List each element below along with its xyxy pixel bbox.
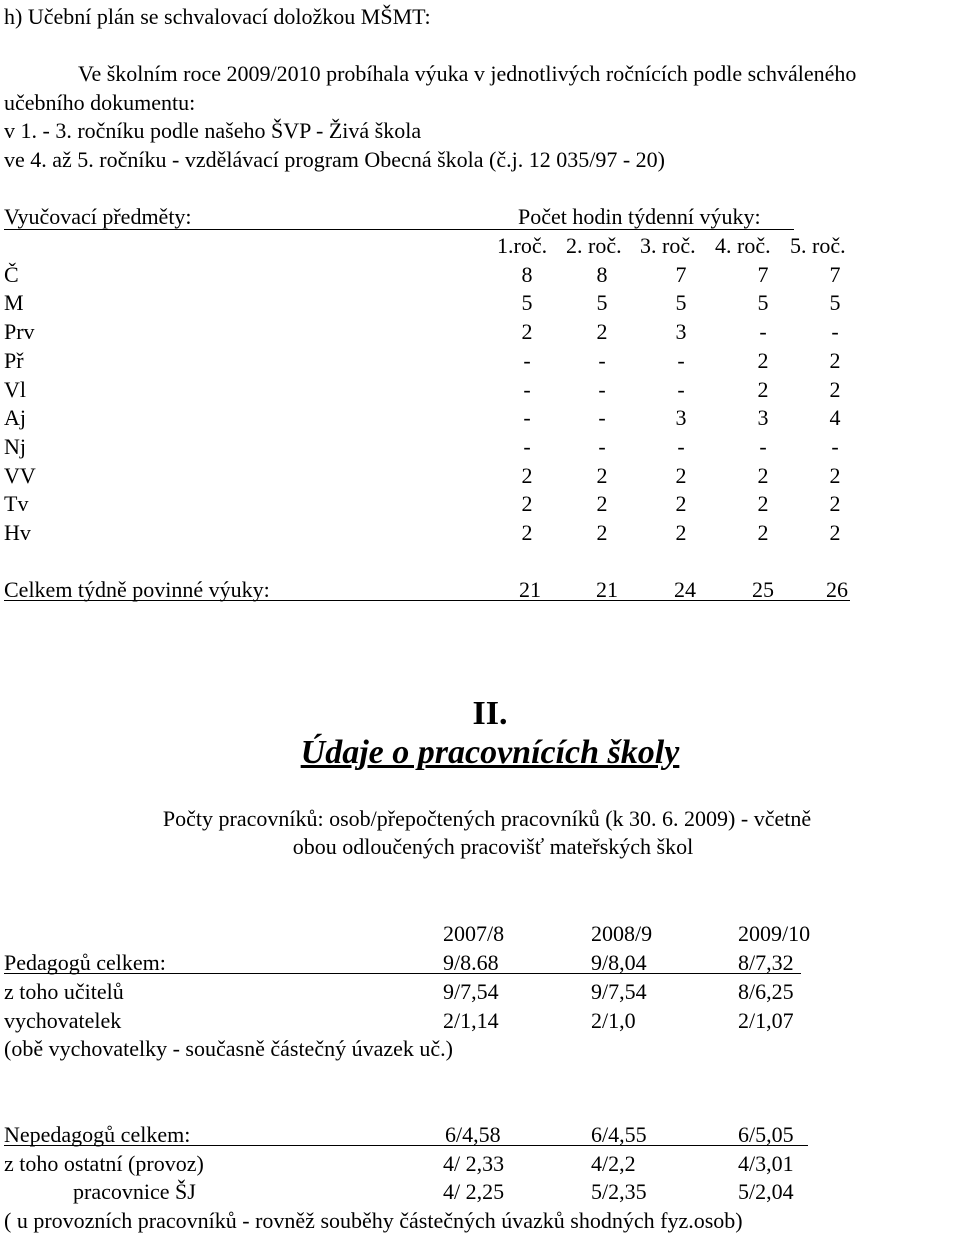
staff-value: 8/6,25 <box>738 979 794 1004</box>
hours-label: Počet hodin týdenní výuky: <box>518 204 761 229</box>
subject-name: M <box>4 290 24 315</box>
subjects-label: Vyučovací předměty: <box>4 204 192 229</box>
grade-header-5: 5. roč. <box>790 233 846 258</box>
hours-cell: 2 <box>757 348 769 373</box>
hours-cell: - <box>598 348 606 373</box>
staff-intro-line-1: Počty pracovníků: osob/přepočtených pracovníků (k 30. 6. 2009) - včetně <box>162 806 812 831</box>
subject-name: Prv <box>4 319 35 344</box>
subject-name: Aj <box>4 405 26 430</box>
staff-value: 4/2,2 <box>591 1151 636 1176</box>
staff-value: 4/ 2,33 <box>443 1151 505 1176</box>
hours-cell: 2 <box>757 520 769 545</box>
hours-cell: - <box>523 348 531 373</box>
hours-cell: - <box>831 434 839 459</box>
subject-name: Nj <box>4 434 26 459</box>
staff-value: 6/5,05 <box>738 1122 794 1147</box>
staff-value: 9/8,04 <box>591 950 647 975</box>
pedagogical-underline <box>4 973 801 974</box>
hours-cell: - <box>598 377 606 402</box>
hours-cell: 5 <box>757 290 769 315</box>
staff-value: 4/3,01 <box>738 1151 794 1176</box>
grade-header-2: 2. roč. <box>566 233 622 258</box>
hours-cell: 5 <box>596 290 608 315</box>
hours-cell: 2 <box>829 520 841 545</box>
hours-cell: 8 <box>521 262 533 287</box>
staff-value: 9/7,54 <box>591 979 647 1004</box>
subject-name: VV <box>4 463 36 488</box>
hours-cell: 2 <box>596 319 608 344</box>
hours-cell: 2 <box>757 377 769 402</box>
subject-name: Č <box>4 262 19 287</box>
hours-cell: 2 <box>521 491 533 516</box>
hours-cell: 2 <box>521 463 533 488</box>
staff-label: z toho učitelů <box>4 979 124 1004</box>
staff-label: Pedagogů celkem: <box>4 950 166 975</box>
non-pedagogical-note: ( u provozních pracovníků - rovněž souběhy částečných úvazků shodných fyz.osob) <box>4 1208 743 1233</box>
pedagogical-note: (obě vychovatelky - současně částečný úvazek uč.) <box>4 1036 453 1061</box>
hours-cell: - <box>598 405 606 430</box>
grade-header-1: 1.roč. <box>497 233 548 258</box>
grade-header-4: 4. roč. <box>715 233 771 258</box>
total-underline <box>4 600 850 601</box>
hours-cell: - <box>677 348 685 373</box>
intro-line-1: Ve školním roce 2009/2010 probíhala výuka v jednotlivých ročnících podle schváleného <box>78 61 857 86</box>
section-heading: h) Učební plán se schvalovací doložkou MŠMT: <box>4 4 431 29</box>
intro-line-2: učebního dokumentu: <box>4 90 196 115</box>
staff-value: 9/8.68 <box>443 950 499 975</box>
staff-value: 2/1,0 <box>591 1008 636 1033</box>
total-cell: 26 <box>826 577 848 602</box>
chapter-number: II. <box>472 695 508 732</box>
staff-value: 6/4,58 <box>445 1122 501 1147</box>
hours-cell: 2 <box>829 348 841 373</box>
staff-label: z toho ostatní (provoz) <box>4 1151 204 1176</box>
staff-value: 8/7,32 <box>738 950 794 975</box>
staff-value: 2/1,14 <box>443 1008 499 1033</box>
hours-cell: 2 <box>757 463 769 488</box>
total-cell: 25 <box>752 577 774 602</box>
hours-cell: 2 <box>596 520 608 545</box>
hours-cell: 4 <box>829 405 841 430</box>
subject-name: Tv <box>4 491 29 516</box>
staff-value: 6/4,55 <box>591 1122 647 1147</box>
hours-cell: 3 <box>675 405 687 430</box>
hours-cell: - <box>523 377 531 402</box>
header-underline <box>4 229 794 230</box>
staff-label: pracovnice ŠJ <box>73 1179 196 1204</box>
staff-intro-line-2: obou odloučených pracovišť mateřských škol <box>292 834 694 859</box>
hours-cell: 3 <box>757 405 769 430</box>
total-cell: 21 <box>596 577 618 602</box>
hours-cell: - <box>598 434 606 459</box>
hours-cell: 2 <box>675 463 687 488</box>
year-header: 2009/10 <box>738 921 811 946</box>
grade-header-3: 3. roč. <box>640 233 696 258</box>
staff-value: 5/2,35 <box>591 1179 647 1204</box>
staff-label: Nepedagogů celkem: <box>4 1122 191 1147</box>
hours-cell: 5 <box>521 290 533 315</box>
total-cell: 21 <box>519 577 541 602</box>
subject-name: Hv <box>4 520 31 545</box>
subject-name: Př <box>4 348 24 373</box>
staff-value: 4/ 2,25 <box>443 1179 505 1204</box>
total-label: Celkem týdně povinné výuky: <box>4 577 270 602</box>
hours-cell: 2 <box>829 491 841 516</box>
hours-cell: - <box>759 434 767 459</box>
hours-cell: 2 <box>596 463 608 488</box>
hours-cell: 2 <box>757 491 769 516</box>
staff-value: 5/2,04 <box>738 1179 794 1204</box>
year-header: 2008/9 <box>591 921 653 946</box>
hours-cell: 8 <box>596 262 608 287</box>
total-cell: 24 <box>674 577 696 602</box>
hours-cell: 2 <box>675 491 687 516</box>
intro-line-3: v 1. - 3. ročníku podle našeho ŠVP - Živá škola <box>4 118 422 143</box>
hours-cell: - <box>523 434 531 459</box>
non-pedagogical-underline <box>4 1145 808 1146</box>
staff-value: 9/7,54 <box>443 979 499 1004</box>
hours-cell: 3 <box>675 319 687 344</box>
staff-label: vychovatelek <box>4 1008 122 1033</box>
hours-cell: 7 <box>675 262 687 287</box>
chapter-title: Údaje o pracovnících školy <box>300 734 680 771</box>
hours-cell: - <box>677 377 685 402</box>
hours-cell: - <box>759 319 767 344</box>
hours-cell: 2 <box>521 520 533 545</box>
subject-name: Vl <box>4 377 26 402</box>
hours-cell: 2 <box>829 377 841 402</box>
hours-cell: 2 <box>596 491 608 516</box>
hours-cell: 2 <box>521 319 533 344</box>
hours-cell: - <box>831 319 839 344</box>
hours-cell: - <box>523 405 531 430</box>
hours-cell: 2 <box>829 463 841 488</box>
intro-line-4: ve 4. až 5. ročníku - vzdělávací program Obecná škola (č.j. 12 035/97 - 20) <box>4 147 665 172</box>
hours-cell: 5 <box>675 290 687 315</box>
hours-cell: 7 <box>757 262 769 287</box>
year-header: 2007/8 <box>443 921 505 946</box>
hours-cell: 5 <box>829 290 841 315</box>
hours-cell: - <box>677 434 685 459</box>
hours-cell: 2 <box>675 520 687 545</box>
hours-cell: 7 <box>829 262 841 287</box>
staff-value: 2/1,07 <box>738 1008 794 1033</box>
